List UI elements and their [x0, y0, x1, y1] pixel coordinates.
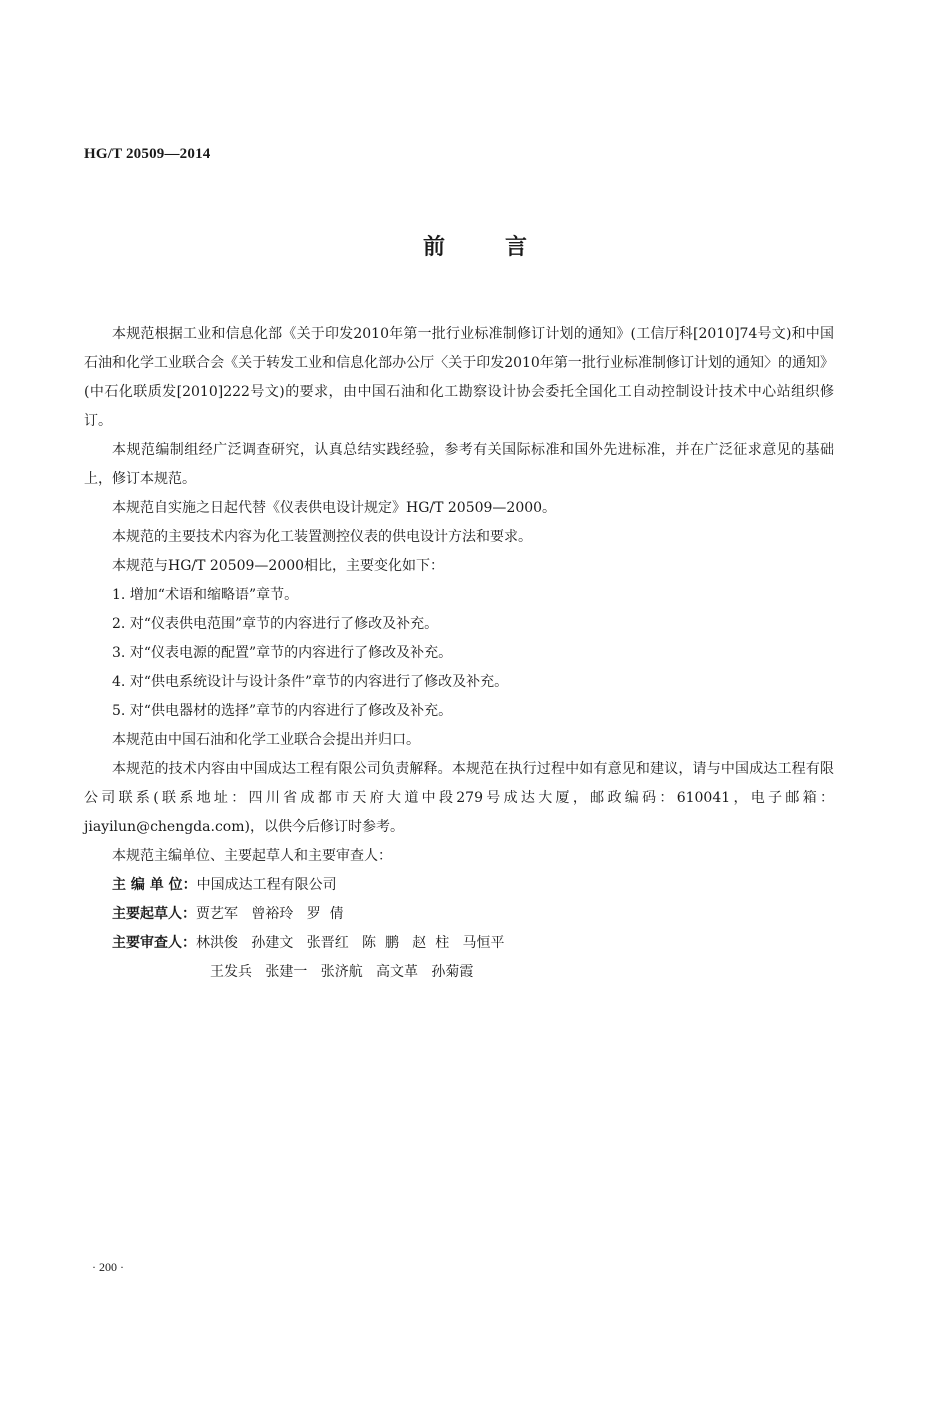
paragraph-staff-intro: 本规范主编单位、主要起草人和主要审查人：	[112, 848, 392, 864]
change-item: 3. 对“仪表电源的配置”章节的内容进行了修改及补充。	[112, 645, 453, 661]
staff-reviewers	[84, 929, 834, 958]
staff-drafters-value: 贾艺军 曾裕玲 罗 倩	[196, 906, 344, 922]
staff-editor-value: 中国成达工程有限公司	[196, 877, 337, 893]
paragraph-interpretation: 本规范的技术内容由中国成达工程有限公司负责解释。本规范在执行过程中如有意见和建议，请与中国成达工程有限公司联系(联系地址：四川省成都市天府大道中段279号成达大厦，邮政编码：610041，电子邮箱：jiayilun@chengda.com)，以供今后修订时参考。	[84, 761, 834, 835]
page-title: 前言	[422, 234, 587, 260]
change-item: 4. 对“供电系统设计与设计条件”章节的内容进行了修改及补充。	[112, 674, 509, 690]
paragraph-changes-intro: 本规范与HG/T 20509—2000相比，主要变化如下：	[112, 558, 445, 574]
paragraph-main-content: 本规范的主要技术内容为化工装置测控仪表的供电设计方法和要求。	[112, 529, 532, 545]
staff-reviewers-label: 主要审查人：	[112, 935, 196, 951]
paragraph-basis: 本规范根据工业和信息化部《关于印发2010年第一批行业标准制修订计划的通知》(工信厅科[2010]74号文)和中国石油和化学工业联合会《关于转发工业和信息化部办公厅〈关于印发2010年第一批行业标准制修订计划的通知〉的通知》(中石化联质发[2010]222号文)的要求，由中国石油和化工勘察设计协会委托全国化工自动控制设计技术中心站组织修订。	[84, 326, 834, 429]
foreword-body	[84, 320, 834, 987]
change-item: 2. 对“仪表供电范围”章节的内容进行了修改及补充。	[112, 616, 439, 632]
staff-reviewers-value: 林洪俊 孙建文 张晋红 陈 鹏 赵 柱 马恒平	[196, 935, 505, 951]
document-code: HG/T 20509—2014	[84, 146, 211, 162]
staff-drafters-label: 主要起草人：	[112, 906, 196, 922]
staff-editor-label: 主 编 单 位：	[112, 877, 197, 893]
paragraph-process: 本规范编制组经广泛调查研究，认真总结实践经验，参考有关国际标准和国外先进标准，并在广泛征求意见的基础上，修订本规范。	[84, 442, 834, 487]
paragraph-sponsor: 本规范由中国石油和化学工业联合会提出并归口。	[112, 732, 420, 748]
staff-editor	[84, 871, 834, 900]
paragraph-replaces: 本规范自实施之日起代替《仪表供电设计规定》HG/T 20509—2000。	[112, 500, 557, 516]
change-item: 5. 对“供电器材的选择”章节的内容进行了修改及补充。	[112, 703, 453, 719]
change-item: 1. 增加“术语和缩略语”章节。	[112, 587, 299, 603]
staff-reviewers-continued: 王发兵 张建一 张济航 高文革 孙菊霞	[210, 964, 474, 980]
page-number: · 200 ·	[92, 1260, 124, 1274]
staff-drafters	[84, 900, 834, 929]
